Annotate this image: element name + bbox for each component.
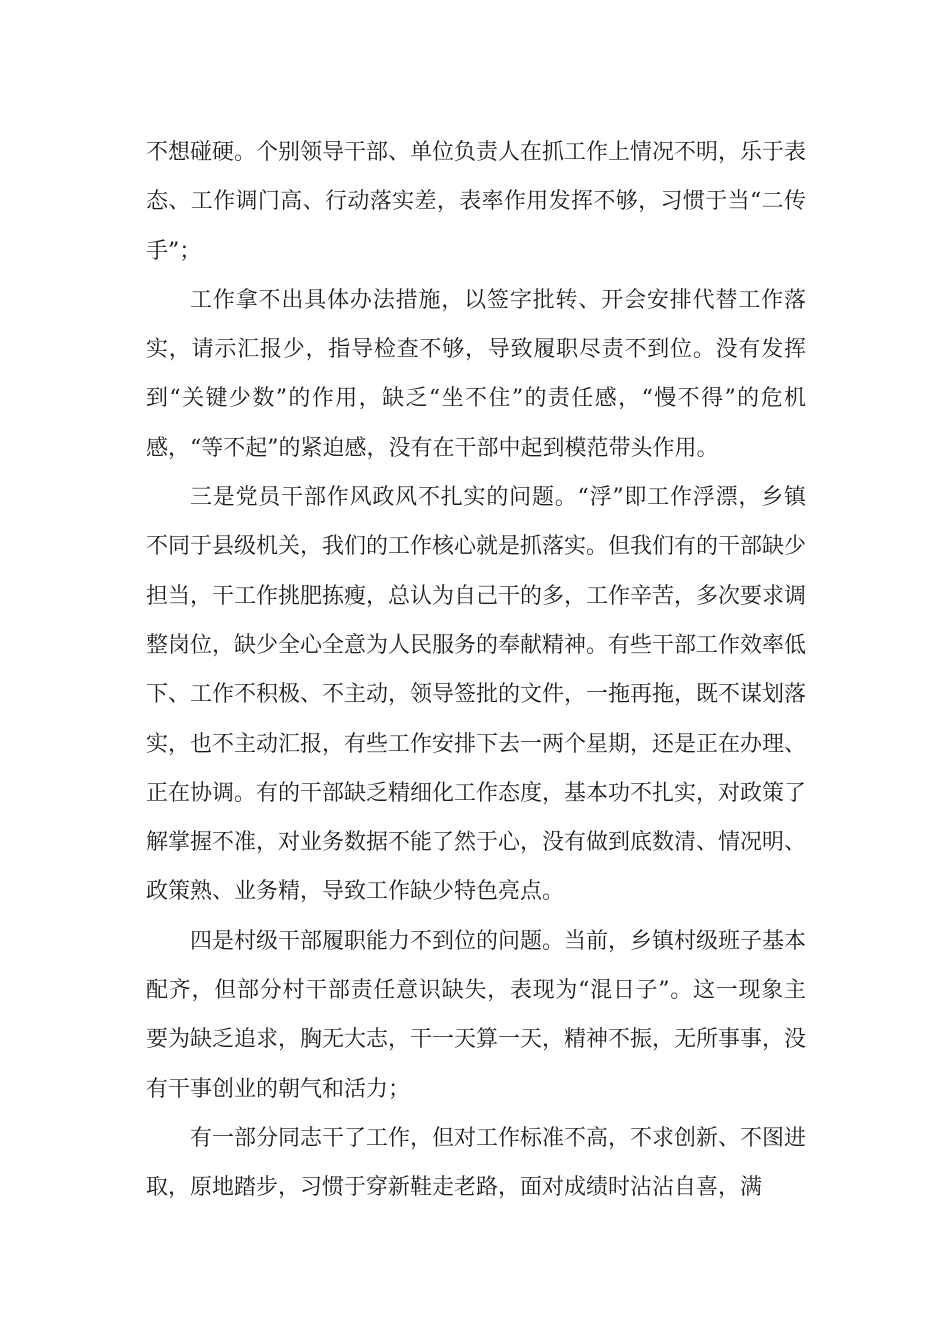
paragraph-point-four: 四是村级干部履职能力不到位的问题。当前，乡镇村级班子基本配齐，但部分村干部责任意识缺失，表现为“混日子”。这一现象主要为缺乏追求，胸无大志，干一天算一天，精神不振，无所事事，没有干事创业的朝气和活力；: [146, 928, 807, 1102]
paragraph-point-three: 三是党员干部作风政风不扎实的问题。“浮”即工作浮漂，乡镇不同于县级机关，我们的工作核心就是抓落实。但我们有的干部缺少担当，干工作挑肥拣瘦，总认为自己干的多，工作辛苦，多次要求调整岗位，缺少全心全意为人民服务的奉献精神。有些干部工作效率低下、工作不积极、不主动，领导签批的文件，一拖再拖，既不谋划落实，也不主动汇报，有些工作安排下去一两个星期，还是正在办理、正在协调。有的干部缺乏精细化工作态度，基本功不扎实，对政策了解掌握不准，对业务数据不能了然于心，没有做到底数清、情况明、政策熟、业务精，导致工作缺少特色亮点。: [146, 485, 807, 905]
paragraph-work-measures: 工作拿不出具体办法措施，以签字批转、开会安排代替工作落实，请示汇报少，指导检查不够，导致履职尽责不到位。没有发挥到“关键少数”的作用，缺乏“坐不住”的责任感，“慢不得”的危机感，“等不起”的紧迫感，没有在干部中起到模范带头作用。: [146, 287, 806, 461]
paragraph-work-standards: 有一部分同志干了工作，但对工作标准不高，不求创新、不图进取，原地踏步，习惯于穿新鞋走老路，面对成绩时沾沾自喜，满: [146, 1125, 807, 1201]
body-text: [146, 128, 806, 1213]
paragraph-continuation: 不想碰硬。个别领导干部、单位负责人在抓工作上情况不明，乐于表态、工作调门高、行动落实差，表率作用发挥不够，习惯于当“二传手”；: [146, 140, 807, 264]
